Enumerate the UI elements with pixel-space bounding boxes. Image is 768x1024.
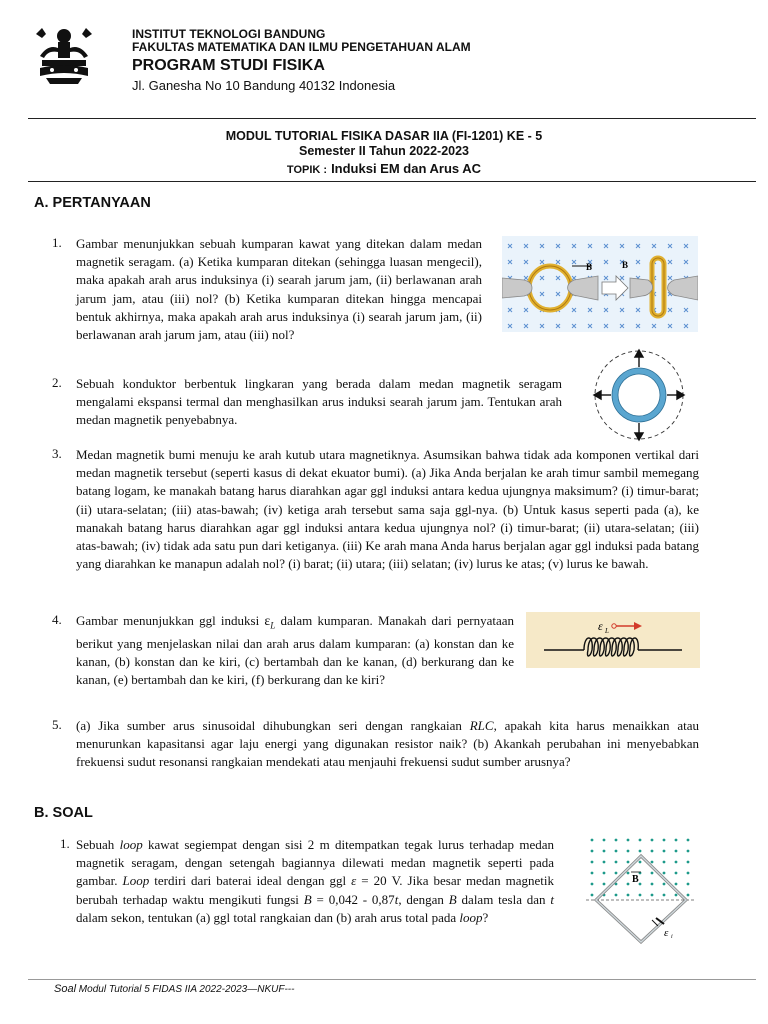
field-dot-mark — [663, 850, 666, 853]
field-dot-mark — [663, 839, 666, 842]
field-dot-mark — [627, 872, 630, 875]
field-dot-mark — [675, 839, 678, 842]
svg-text:L: L — [605, 627, 609, 635]
field-dot-mark — [663, 883, 666, 886]
figure-expanding-ring — [592, 348, 686, 442]
question-number: 1. — [52, 235, 62, 250]
field-dot-mark — [639, 850, 642, 853]
topic-line — [0, 160, 768, 178]
section-a-heading: A. PERTANYAAN — [34, 195, 151, 211]
title-divider — [28, 181, 756, 182]
svg-text:i: i — [671, 934, 673, 940]
svg-text:B: B — [632, 874, 639, 885]
topic: Induksi EM dan Arus AC — [331, 161, 482, 176]
module-title: MODUL TUTORIAL FISIKA DASAR IIA (FI-1201) KE - 5 — [225, 129, 543, 143]
field-dot-mark — [603, 872, 606, 875]
field-dot-mark — [687, 850, 690, 853]
field-dot-mark — [627, 839, 630, 842]
field-dot-mark — [627, 883, 630, 886]
field-dot-mark — [663, 894, 666, 897]
field-dot-mark — [639, 861, 642, 864]
address: Jl. Ganesha No 10 Bandung 40132 Indonesia — [132, 78, 396, 93]
field-dot-mark — [675, 872, 678, 875]
field-dot-mark — [663, 861, 666, 864]
svg-text:ε: ε — [598, 619, 603, 633]
field-dot-mark — [651, 850, 654, 853]
field-dot-mark — [651, 861, 654, 864]
field-dot-mark — [675, 883, 678, 886]
question-2-text: Sebuah konduktor berbentuk lingkaran yang berada dalam medan magnetik seragam mengalami ekspansi termal dan menghasilkan arus induksi searah jarum jam. Tentukan arah medan magnetik penyebabnya. — [76, 376, 562, 428]
topic-label: TOPIK : — [286, 164, 328, 176]
field-dot-mark — [627, 861, 630, 864]
field-dot-mark — [591, 872, 594, 875]
question-number: 2. — [52, 375, 62, 390]
field-dot-mark — [687, 872, 690, 875]
program-name: PROGRAM STUDI FISIKA — [132, 57, 325, 74]
field-dot-mark — [603, 839, 606, 842]
field-dot-mark — [687, 883, 690, 886]
header-divider — [28, 118, 756, 119]
field-dot-mark — [651, 839, 654, 842]
question-1-text: Gambar menunjukkan sebuah kumparan kawat yang ditekan dalam medan magnetik seragam. (a) Ketika kumparan ditekan (sehingga luasan mengecil), maka apakah arah arus induksinya (i) searah jarum jam, (ii) berlawanan arah jarum jam, atau (iii) nol? (b) Ketika kumparan ditekan hingga mencapai bentuk akhirnya, maka apakah arah arus induksinya (i) searah jarum jam, (ii) berlawanan arah jarum jam, atau (iii) nol? — [76, 236, 482, 343]
field-dot-mark — [639, 883, 642, 886]
section-b-heading: B. SOAL — [34, 805, 93, 821]
footer-text: Soal Modul Tutorial 5 FIDAS IIA 2022-2023—NKUF--- — [54, 983, 295, 995]
field-dot-mark — [615, 861, 618, 864]
field-dot-mark — [687, 839, 690, 842]
field-dot-mark — [591, 861, 594, 864]
field-dot-mark — [615, 839, 618, 842]
figure-diamond-loop — [586, 834, 696, 944]
field-dot-mark — [639, 894, 642, 897]
field-dot-mark — [675, 894, 678, 897]
field-dot-mark — [639, 839, 642, 842]
field-dot-mark — [651, 883, 654, 886]
svg-text:ε: ε — [664, 927, 669, 939]
field-dot-mark — [687, 894, 690, 897]
itb-logo — [34, 22, 94, 86]
field-dot-mark — [615, 872, 618, 875]
footer-divider — [28, 979, 756, 980]
field-dot-mark — [651, 872, 654, 875]
field-dot-mark — [615, 894, 618, 897]
question-number: 5. — [52, 717, 62, 732]
field-dot-mark — [675, 850, 678, 853]
problem-number: 1. — [60, 836, 70, 851]
question-4-text: Gambar menunjukkan ggl induksi $\varepsilon_L$ dalam kumparan. Manakah dari pernyataan berikut yang menjelaskan nilai dan arah arus dalam kumparan: (a) konstan dan ke kanan, (b) konstan dan ke kiri, (c) bertambah dan ke kanan, (d) berkurang dan ke kanan, (e) bertambah dan ke kiri, (f) berkurang dan ke kiri? — [76, 613, 514, 688]
institution-name: INSTITUT TEKNOLOGI BANDUNG — [132, 27, 326, 41]
svg-text:B: B — [586, 262, 593, 272]
field-dot-mark — [603, 850, 606, 853]
question-number: 4. — [52, 612, 62, 627]
field-dot-mark — [651, 894, 654, 897]
field-dot-mark — [603, 861, 606, 864]
faculty-name: FAKULTAS MATEMATIKA DAN ILMU PENGETAHUAN ALAM — [132, 40, 471, 54]
question-5-text: (a) Jika sumber arus sinusoidal dihubungkan seri dengan rangkaian RLC, apakah kita harus menaikkan atau menurunkan kapasitansi agar laju energi yang digunakan resistor naik? (b) Akankah perubahan ini menyebabkan frekuensi sudut resonansi rangkaian mendekati atau menjauhi frekuensi sudut sumber arusnya? — [76, 718, 699, 770]
svg-text:B: B — [622, 260, 629, 270]
field-dot-mark — [627, 894, 630, 897]
field-dot-mark — [663, 872, 666, 875]
field-dot-mark — [591, 839, 594, 842]
field-dot-mark — [675, 861, 678, 864]
semester: Semester II Tahun 2022-2023 — [299, 144, 469, 158]
field-dot-mark — [603, 883, 606, 886]
field-dot-mark — [615, 850, 618, 853]
field-dot-mark — [591, 883, 594, 886]
field-dot-mark — [591, 850, 594, 853]
figure-coil-emf — [526, 612, 700, 668]
question-number: 3. — [52, 446, 62, 461]
field-dot-mark — [687, 861, 690, 864]
question-3-text: Medan magnetik bumi menuju ke arah kutub utara magnetiknya. Asumsikan bahwa tidak ada komponen vertikal dari medan magnetik tersebut (seperti kasus di dekat ekuator bumi). (a) Jika Anda berjalan ke arah timur sambil memegang batang logam, ke manakah batang harus diarahkan agar ggl induksi antara kedua ujungnya maksimum? (i) timur-barat; (ii) utara-selatan; (iii) atas-bawah; (iv) ketiga arah tersebut sama saja ggl-nya. (b) Untuk kasus seperti pada (a), ke manakah batang harus diarahkan agar ggl induksi antara kedua ujungnya nol? (i) timur-barat; (ii) utara-selatan; (iii) atas-bawah; (iv) tidak ada satu pun dari ketiganya. (iii) Ke arah mana Anda harus berjalan agar ggl induksi pada batang yang diarahkan ke manapun adalah nol? (i) barat; (ii) utara; (iii) selatan; (iv) lurus ke atas; (v) lurus ke bawah. — [76, 447, 699, 572]
field-dot-mark — [591, 894, 594, 897]
problem-1-text: Sebuah loop kawat segiempat dengan sisi 2 m ditempatkan tegak lurus terhadap medan magnetik seragam, dengan setengah bagiannya dilewati medan magnetik seperti pada gambar. Loop terdiri dari baterai ideal dengan ggl ε = 20 V. Jika besar medan magnetik berubah terhadap waktu mengikuti fungsi B = 0,042 - 0,87t, dengan B dalam tesla dan t dalam sekon, tentukan (a) ggl total rangkaian dan (b) arah arus total pada loop? — [76, 837, 555, 925]
field-dot-mark — [627, 850, 630, 853]
figure-squeezed-loop — [502, 236, 698, 332]
